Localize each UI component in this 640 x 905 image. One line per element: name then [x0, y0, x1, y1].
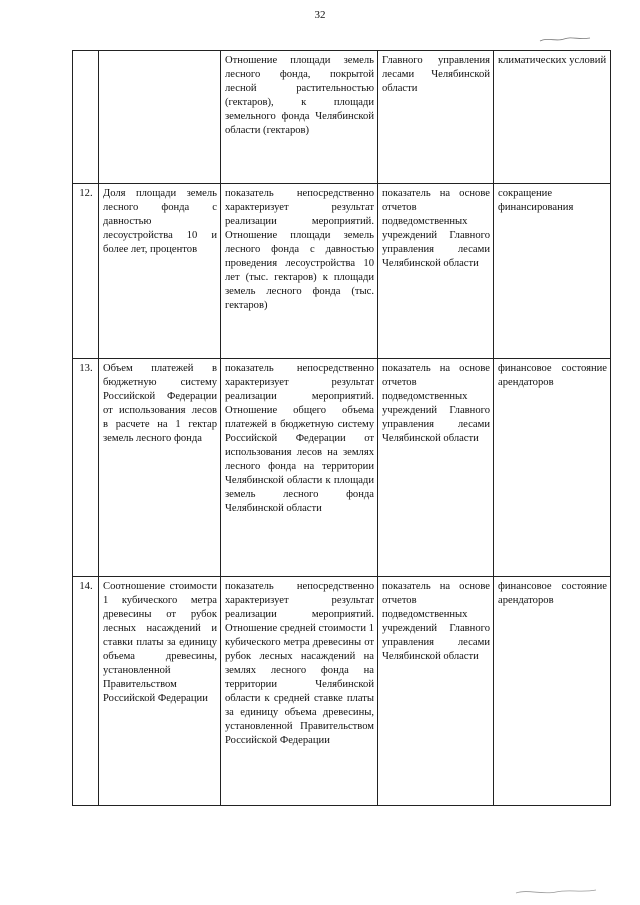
indicator-source: показатель на основе отчетов подведомственных учреждений Главного управления лесами Челябинской области — [378, 359, 494, 577]
page-number: 32 — [314, 9, 326, 21]
row-number: 12. — [73, 184, 99, 359]
table-row — [73, 359, 611, 577]
indicator-name: Соотношение стоимости 1 кубического метра древесины от рубок лесных насаждений и ставки платы за единицу объема древесины, установленной Правительством Российской Федерации — [99, 577, 221, 806]
indicator-factors: климатических условий — [494, 51, 611, 184]
handwritten-mark-top — [538, 34, 592, 44]
indicator-name: Доля площади земель лесного фонда с давностью лесоустройства 10 и более лет, процентов — [99, 184, 221, 359]
indicators-table — [72, 50, 611, 806]
indicator-description: показатель непосредственно характеризует результат реализации мероприятий. Отношение общего объема платежей в бюджетную систему Российской Федерации от использования лесов на землях лесного фонда на территории Челябинской области к площади земель лесного фонда Челябинской области — [221, 359, 378, 577]
indicator-factors: сокращение финансирования — [494, 184, 611, 359]
row-number: 14. — [73, 577, 99, 806]
indicator-description: Отношение площади земель лесного фонда, покрытой лесной растительностью (гектаров), к площади земельного фонда Челябинской области (гектаров) — [221, 51, 378, 184]
table-row — [73, 577, 611, 806]
indicator-name: Объем платежей в бюджетную систему Российской Федерации от использования лесов в расчете на 1 гектар земель лесного фонда — [99, 359, 221, 577]
table-row — [73, 51, 611, 184]
indicator-source: показатель на основе отчетов подведомственных учреждений Главного управления лесами Челябинской области — [378, 184, 494, 359]
indicator-description: показатель непосредственно характеризует результат реализации мероприятий. Отношение площади земель лесного фонда с давностью проведения лесоустройства 10 лет (тыс. гектаров) к площади земель лесного фонда (тыс. гектаров) — [221, 184, 378, 359]
indicator-source: Главного управления лесами Челябинской области — [378, 51, 494, 184]
indicator-name — [99, 51, 221, 184]
indicator-description: показатель непосредственно характеризует результат реализации мероприятий. Отношение средней стоимости 1 кубического метра древесины от рубок лесных насаждений на землях лесного фонда на территории Челябинской области к средней ставке платы за единицу объема древесины, установленной Правительством Российской Федерации — [221, 577, 378, 806]
row-number: 13. — [73, 359, 99, 577]
table-row — [73, 184, 611, 359]
indicator-factors: финансовое состояние арендаторов — [494, 359, 611, 577]
handwritten-mark-bottom — [514, 887, 598, 897]
row-number — [73, 51, 99, 184]
indicator-factors: финансовое состояние арендаторов — [494, 577, 611, 806]
indicator-source: показатель на основе отчетов подведомственных учреждений Главного управления лесами Челябинской области — [378, 577, 494, 806]
